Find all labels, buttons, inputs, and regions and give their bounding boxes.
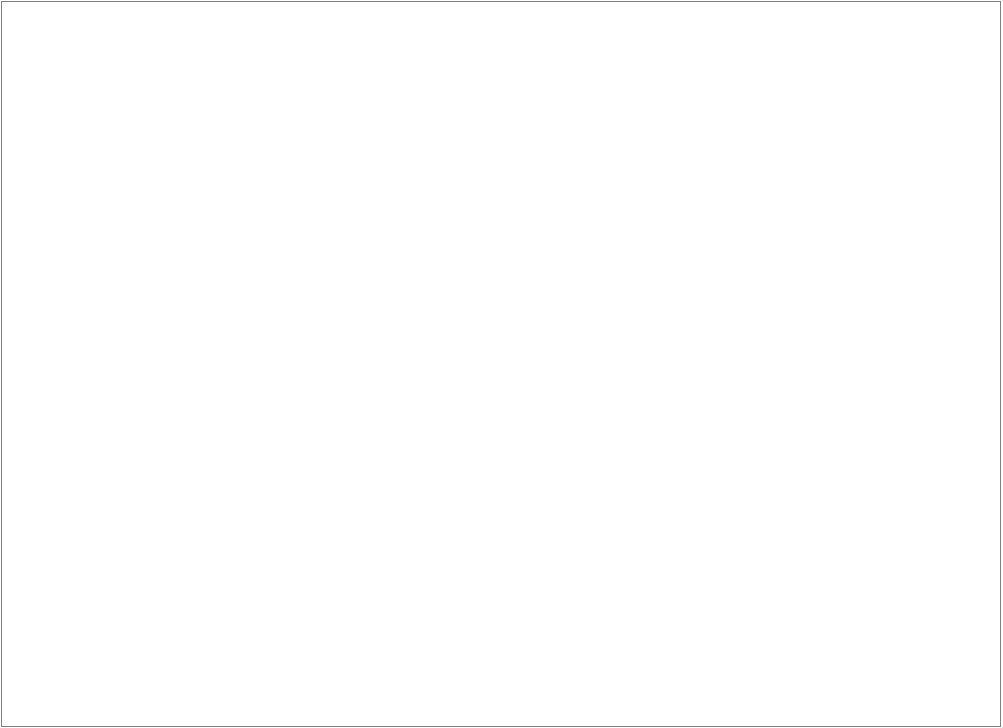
dance-tempo-table <box>1 1 1001 727</box>
